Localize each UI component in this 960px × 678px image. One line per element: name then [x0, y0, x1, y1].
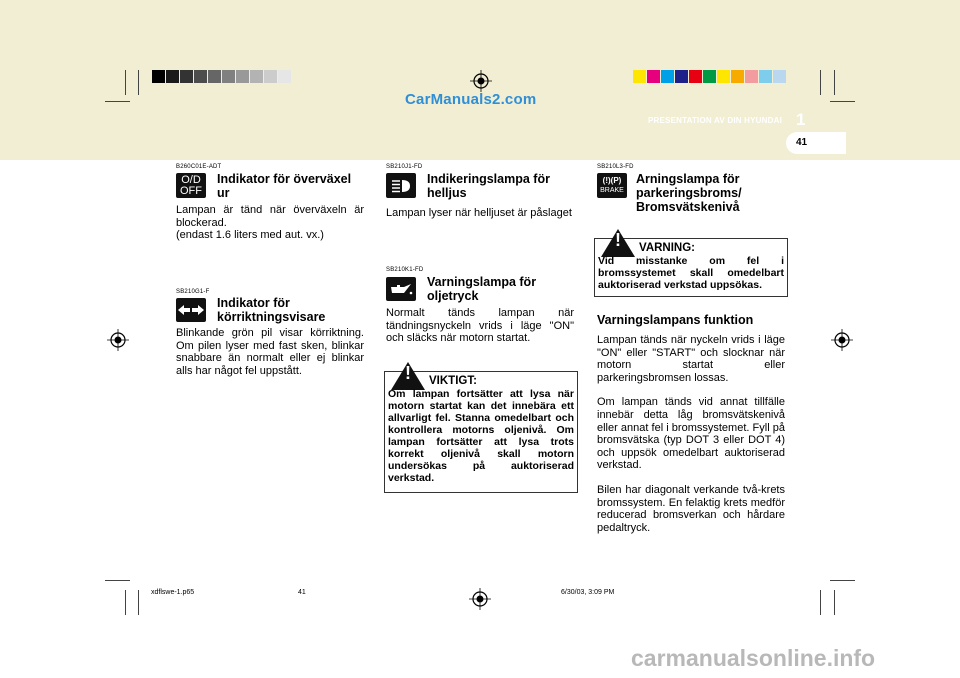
color-swatch: [745, 70, 758, 83]
color-swatch: [278, 70, 291, 83]
color-swatch: [236, 70, 249, 83]
crop-mark: [105, 101, 130, 102]
section-title: [427, 172, 577, 200]
color-swatch: [633, 70, 646, 83]
section-title: Indikator för överväxel ur: [217, 172, 352, 200]
section-code: B260C01E-ADT: [176, 164, 222, 170]
registration-target-icon: [470, 70, 492, 92]
chapter-number: 1: [796, 110, 806, 129]
title-line: oljetryck: [427, 289, 479, 303]
color-swatch: [180, 70, 193, 83]
color-swatch: [689, 70, 702, 83]
exclamation-icon: !: [405, 363, 411, 383]
color-swatch: [208, 70, 221, 83]
body-paragraph: (endast 1.6 liters med aut. vx.): [176, 229, 324, 242]
section-code: SB210K1-FD: [386, 267, 424, 273]
crop-mark: [125, 70, 126, 95]
subsection-heading: Varningslampans funktion: [597, 313, 754, 327]
important-notice-box: [384, 363, 578, 493]
color-swatch: [250, 70, 263, 83]
icon-label: (!)(P): [602, 175, 622, 185]
crop-mark: [138, 590, 139, 615]
color-swatch: [152, 70, 165, 83]
color-swatch: [194, 70, 207, 83]
section-title: [636, 172, 786, 214]
crop-mark: [125, 590, 126, 615]
body-paragraph: Lampan är tänd när överväxeln är blockerad.: [176, 204, 364, 229]
warning-title: VARNING:: [639, 242, 696, 254]
color-swatch: [717, 70, 730, 83]
exclamation-icon: !: [615, 230, 621, 250]
icon-label: BRAKE: [600, 186, 624, 194]
section-body: Normalt tänds lampan när tändningsnyckeln vrids i läge "ON" och släcks när motorn startat.: [386, 307, 574, 345]
notice-title: VIKTIGT:: [429, 375, 477, 387]
crop-mark: [138, 70, 139, 95]
body-paragraph: Bilen har diagonalt verkande två-krets bromssystem. En felaktig krets medför reducerad bromsverkan och hårdare pedaltryck.: [597, 483, 785, 534]
crop-mark: [834, 70, 835, 95]
footer-date: 6/30/03, 3:09 PM: [561, 589, 615, 596]
color-swatch: [759, 70, 772, 83]
chapter-title: PRESENTATION AV DIN HYUNDAI: [648, 116, 782, 125]
crop-mark: [834, 590, 835, 615]
warning-box: [594, 230, 788, 297]
registration-target-icon: [831, 329, 853, 351]
crop-mark: [830, 101, 855, 102]
color-swatch: [703, 70, 716, 83]
crop-mark: [105, 580, 130, 581]
body-paragraph: Om lampan tänds vid annat tillfälle innebär detta låg bromsvätskenivå eller annat fel i bromssystemet. Fyll på bromsvätska (typ DOT 3 eller DOT 4) och uppsök omedelbart auktoriserad verkstad.: [597, 396, 785, 472]
color-swatch: [661, 70, 674, 83]
overdrive-off-icon: O/D OFF: [176, 173, 206, 198]
section-body: Lampan lyser när helljuset är påslaget: [386, 207, 572, 219]
notice-text: Om lampan fortsätter att lysa när motorn startat kan det innebära ett allvarligt fel. Stanna omedelbart och kontrollera motorns oljenivå. Om lampan fortsätter att lysa trots korrekt oljenivå skall motorn undersökas på auktoriserad verkstad.: [388, 388, 574, 484]
footer-filename: xdflswe-1.p65: [151, 589, 195, 596]
crop-mark: [820, 70, 821, 95]
registration-target-icon: [469, 588, 491, 610]
registration-target-icon: [107, 329, 129, 351]
title-line: helljus: [427, 186, 467, 200]
section-body: Blinkande grön pil visar körriktning. Om pilen lyser med fast sken, blinkar snabbare än normalt eller ej blinkar alls har något fel uppstått.: [176, 327, 364, 377]
title-line: Varningslampa för: [427, 275, 537, 289]
crop-mark: [830, 580, 855, 581]
color-swatch: [731, 70, 744, 83]
warning-text: Vid misstanke om fel i bromssystemet skall omedelbart auktoriserad verkstad uppsökas.: [598, 255, 784, 291]
title-line: körriktningsvisare: [217, 310, 326, 324]
section-title: [217, 296, 367, 324]
body-paragraph: Lampan tänds när nyckeln vrids i läge "ON" eller "START" och slocknar när motorn startat eller parkeringsbromsen lossas.: [597, 334, 785, 384]
color-swatch: [264, 70, 277, 83]
watermark-bottom[interactable]: carmanualsonline.info: [631, 645, 876, 671]
color-swatch: [166, 70, 179, 83]
title-line: Indikeringslampa för: [427, 172, 550, 186]
title-line: Bromsvätskenivå: [636, 200, 740, 214]
color-swatch: [773, 70, 786, 83]
color-swatch: [222, 70, 235, 83]
section-title: [427, 275, 577, 303]
color-swatch: [647, 70, 660, 83]
section-code: SB210L3-FD: [597, 164, 634, 170]
color-swatch: [675, 70, 688, 83]
brake-warning-icon: [597, 173, 627, 198]
page-number-tab: [786, 132, 846, 154]
subsection-body: [597, 334, 785, 534]
oil-can-icon: [386, 277, 416, 301]
title-line: parkeringsbroms/: [636, 186, 742, 200]
section-code: SB210G1-F: [176, 289, 210, 295]
title-line: Arningslampa för: [636, 172, 740, 186]
footer-page: 41: [298, 589, 306, 596]
section-code: SB210J1-FD: [386, 164, 423, 170]
turn-signal-arrows-icon: [176, 298, 206, 322]
high-beam-icon: [386, 173, 416, 198]
watermark-top[interactable]: CarManuals2.com: [405, 91, 537, 108]
page-number: 41: [796, 137, 808, 148]
title-line: Indikator för: [217, 296, 290, 310]
section-body: [176, 204, 364, 242]
crop-mark: [820, 590, 821, 615]
